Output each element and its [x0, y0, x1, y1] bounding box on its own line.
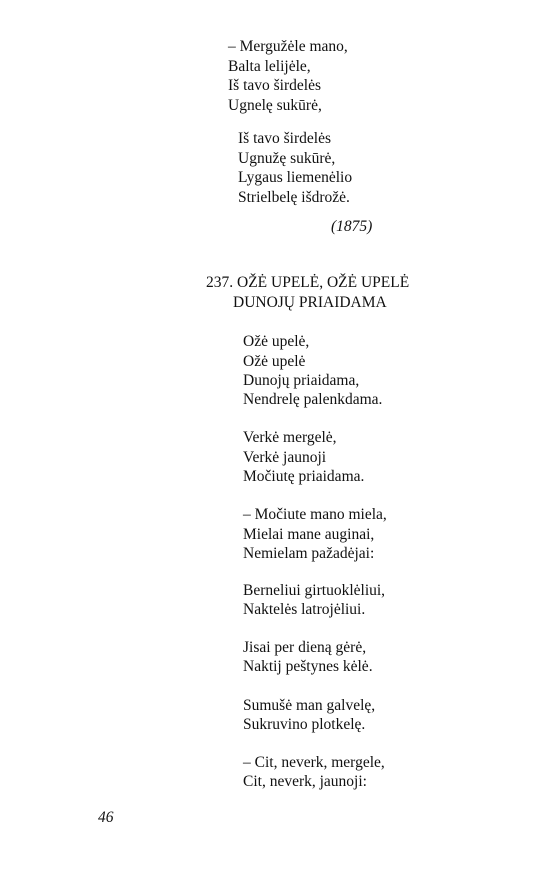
verse-line: Sukruvino plotkelę.: [243, 716, 366, 733]
verse-line: Močiutę priaidama.: [243, 468, 365, 485]
verse-line: – Cit, neverk, mergele,: [243, 754, 385, 771]
verse-line: Verkė mergelė,: [243, 429, 337, 446]
verse-line: Ožė upelė,: [243, 333, 310, 350]
verse-line: Ugnelę sukūrė,: [228, 97, 322, 114]
verse-line: Iš tavo širdelės: [238, 130, 331, 147]
verse-line: Strielbelę išdrožė.: [238, 189, 350, 206]
verse-line: Verkė jaunoji: [243, 449, 327, 466]
verse-line: Ožė upelė: [243, 353, 306, 370]
verse-line: Iš tavo širdelės: [228, 77, 321, 94]
poem-date: (1875): [331, 218, 373, 235]
verse-line: Mielai mane auginai,: [243, 526, 375, 543]
verse-line: Naktelės latrojėliui.: [243, 601, 366, 618]
verse-line: – Močiute mano miela,: [243, 506, 387, 523]
verse-line: Naktij peštynes kėlė.: [243, 658, 373, 675]
verse-line: Ugnužę sukūrė,: [238, 150, 336, 167]
song-title-line-1: 237. OŽĖ UPELĖ, OŽĖ UPELĖ: [206, 274, 410, 291]
verse-line: Sumušė man galvelę,: [243, 697, 376, 714]
verse-line: Dunojų priaidama,: [243, 372, 360, 389]
verse-line: Nendrelę palenkdama.: [243, 391, 383, 408]
verse-line: Lygaus liemenėlio: [238, 169, 353, 186]
verse-line: Berneliui girtuoklėliui,: [243, 582, 386, 599]
page-number: 46: [98, 809, 114, 826]
verse-line: Cit, neverk, jaunoji:: [243, 773, 367, 790]
song-title-line-2: DUNOJŲ PRIAIDAMA: [233, 294, 387, 311]
verse-line: Nemielam pažadėjai:: [243, 545, 375, 562]
verse-line: – Mergužėle mano,: [228, 38, 348, 55]
verse-line: Balta lelijėle,: [228, 58, 311, 75]
verse-line: Jisai per dieną gėrė,: [243, 639, 367, 656]
